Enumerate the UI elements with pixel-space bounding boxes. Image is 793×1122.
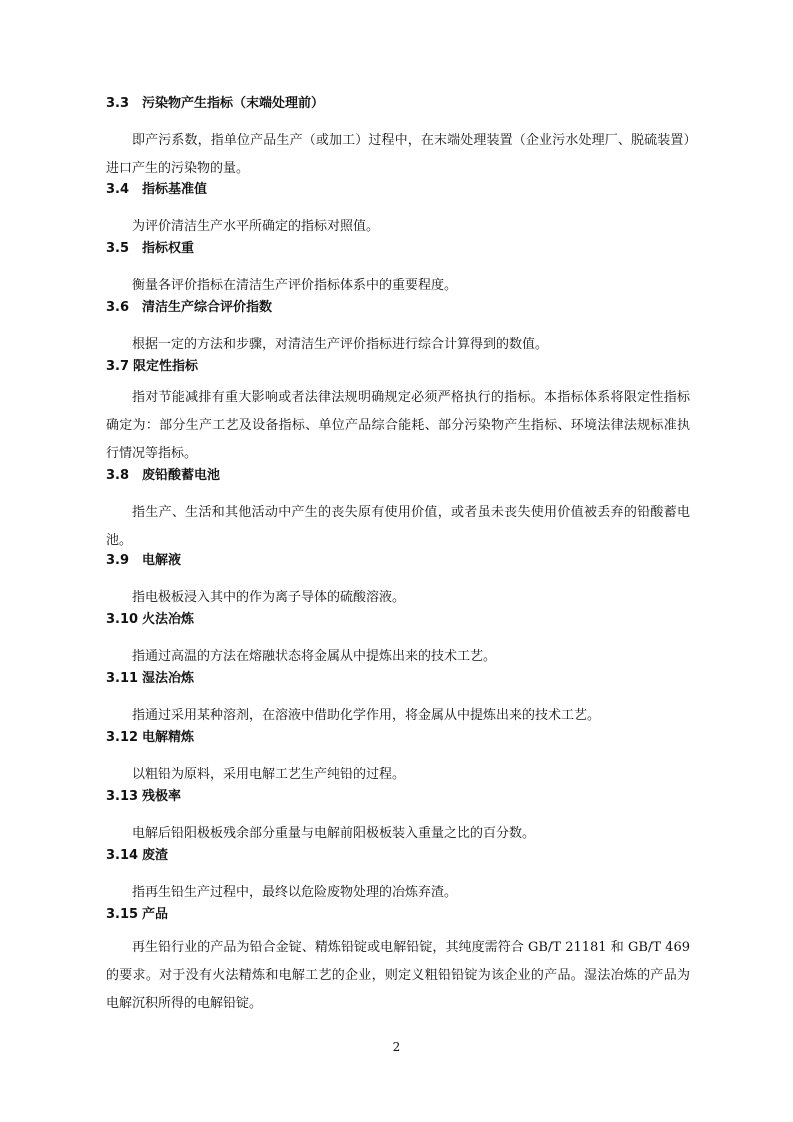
section-heading [106, 670, 194, 688]
section-title: 火法冶炼 [142, 612, 195, 627]
section-heading [106, 552, 181, 570]
section-number: 3.14 [106, 848, 139, 863]
section-heading [106, 467, 220, 485]
section-title: 残极率 [142, 789, 182, 804]
section-title: 指标权重 [142, 241, 195, 256]
section-number: 3.8 [106, 468, 130, 483]
section-number: 3.12 [106, 730, 139, 745]
section-title: 产品 [142, 907, 169, 922]
section-title: 电解精炼 [142, 730, 195, 745]
section-number: 3.3 [106, 96, 130, 111]
section-heading [106, 240, 194, 258]
section-title: 清洁生产综合评价指数 [142, 300, 273, 315]
section-body: 根据一定的方法和步骤，对清洁生产评价指标进行综合计算得到的数值。 [132, 337, 549, 352]
section-heading [106, 611, 194, 629]
section-number: 3.10 [106, 612, 139, 627]
section-body: 衡量各评价指标在清洁生产评价指标体系中的重要程度。 [132, 278, 458, 293]
section-heading [106, 847, 168, 865]
section-body: 电解后铅阳极板残余部分重量与电解前阳极板装入重量之比的百分数。 [132, 826, 536, 841]
page-number: 2 [392, 1040, 401, 1054]
section-title: 电解液 [142, 553, 182, 568]
section-body: 指再生铅生产过程中，最终以危险废物处理的冶炼弃渣。 [132, 885, 458, 900]
section-body: 为评价清洁生产水平所确定的指标对照值。 [132, 219, 380, 234]
section-number: 3.9 [106, 553, 130, 568]
section-number: 3.11 [106, 671, 139, 686]
section-body: 指通过采用某种溶剂，在溶液中借助化学作用，将金属从中提炼出来的技术工艺。 [132, 708, 601, 723]
section-title: 废渣 [142, 848, 169, 863]
section-number: 3.13 [106, 789, 139, 804]
section-title: 湿法冶炼 [142, 671, 195, 686]
section-body: 即产污系数，指单位产品生产（或加工）过程中，在末端处理装置（企业污水处理厂、脱硫装置）进口产生的污染物的量。 [106, 133, 690, 176]
section-number: 3.7 [106, 359, 130, 374]
section-title: 污染物产生指标（末端处理前） [142, 96, 325, 111]
section-heading [106, 788, 181, 806]
section-number: 3.4 [106, 182, 130, 197]
section-number: 3.5 [106, 241, 130, 256]
section-body: 指通过高温的方法在熔融状态将金属从中提炼出来的技术工艺。 [132, 649, 497, 664]
section-body: 指对节能减排有重大影响或者法律法规明确规定必须严格执行的指标。本指标体系将限定性指标确定为：部分生产工艺及设备指标、单位产品综合能耗、部分污染物产生指标、环境法律法规标准执行情况等指标。 [106, 390, 690, 461]
section-number: 3.6 [106, 300, 130, 315]
section-body: 以粗铅为原料，采用电解工艺生产纯铅的过程。 [132, 767, 406, 782]
section-heading [106, 358, 198, 376]
section-heading [106, 95, 324, 113]
section-body: 再生铅行业的产品为铅合金锭、精炼铅锭或电解铅锭，其纯度需符合 GB/T 21181 和 GB/T 469 的要求。对于没有火法精炼和电解工艺的企业，则定义粗铅铅锭为该企业的产品。湿法冶炼的产品为电解沉积所得的电解铅锭。 [106, 940, 690, 1011]
section-title: 废铅酸蓄电池 [142, 468, 221, 483]
section-heading [106, 729, 194, 747]
section-title: 限定性指标 [133, 359, 199, 374]
section-title: 指标基准值 [142, 182, 208, 197]
section-body: 指电极板浸入其中的作为离子导体的硫酸溶液。 [132, 590, 406, 605]
section-heading [106, 906, 168, 924]
section-body: 指生产、生活和其他活动中产生的丧失原有使用价值，或者虽未丧失使用价值被丢弃的铅酸蓄电池。 [106, 505, 690, 548]
section-heading [106, 299, 272, 317]
section-heading [106, 181, 207, 199]
section-number: 3.15 [106, 907, 139, 922]
